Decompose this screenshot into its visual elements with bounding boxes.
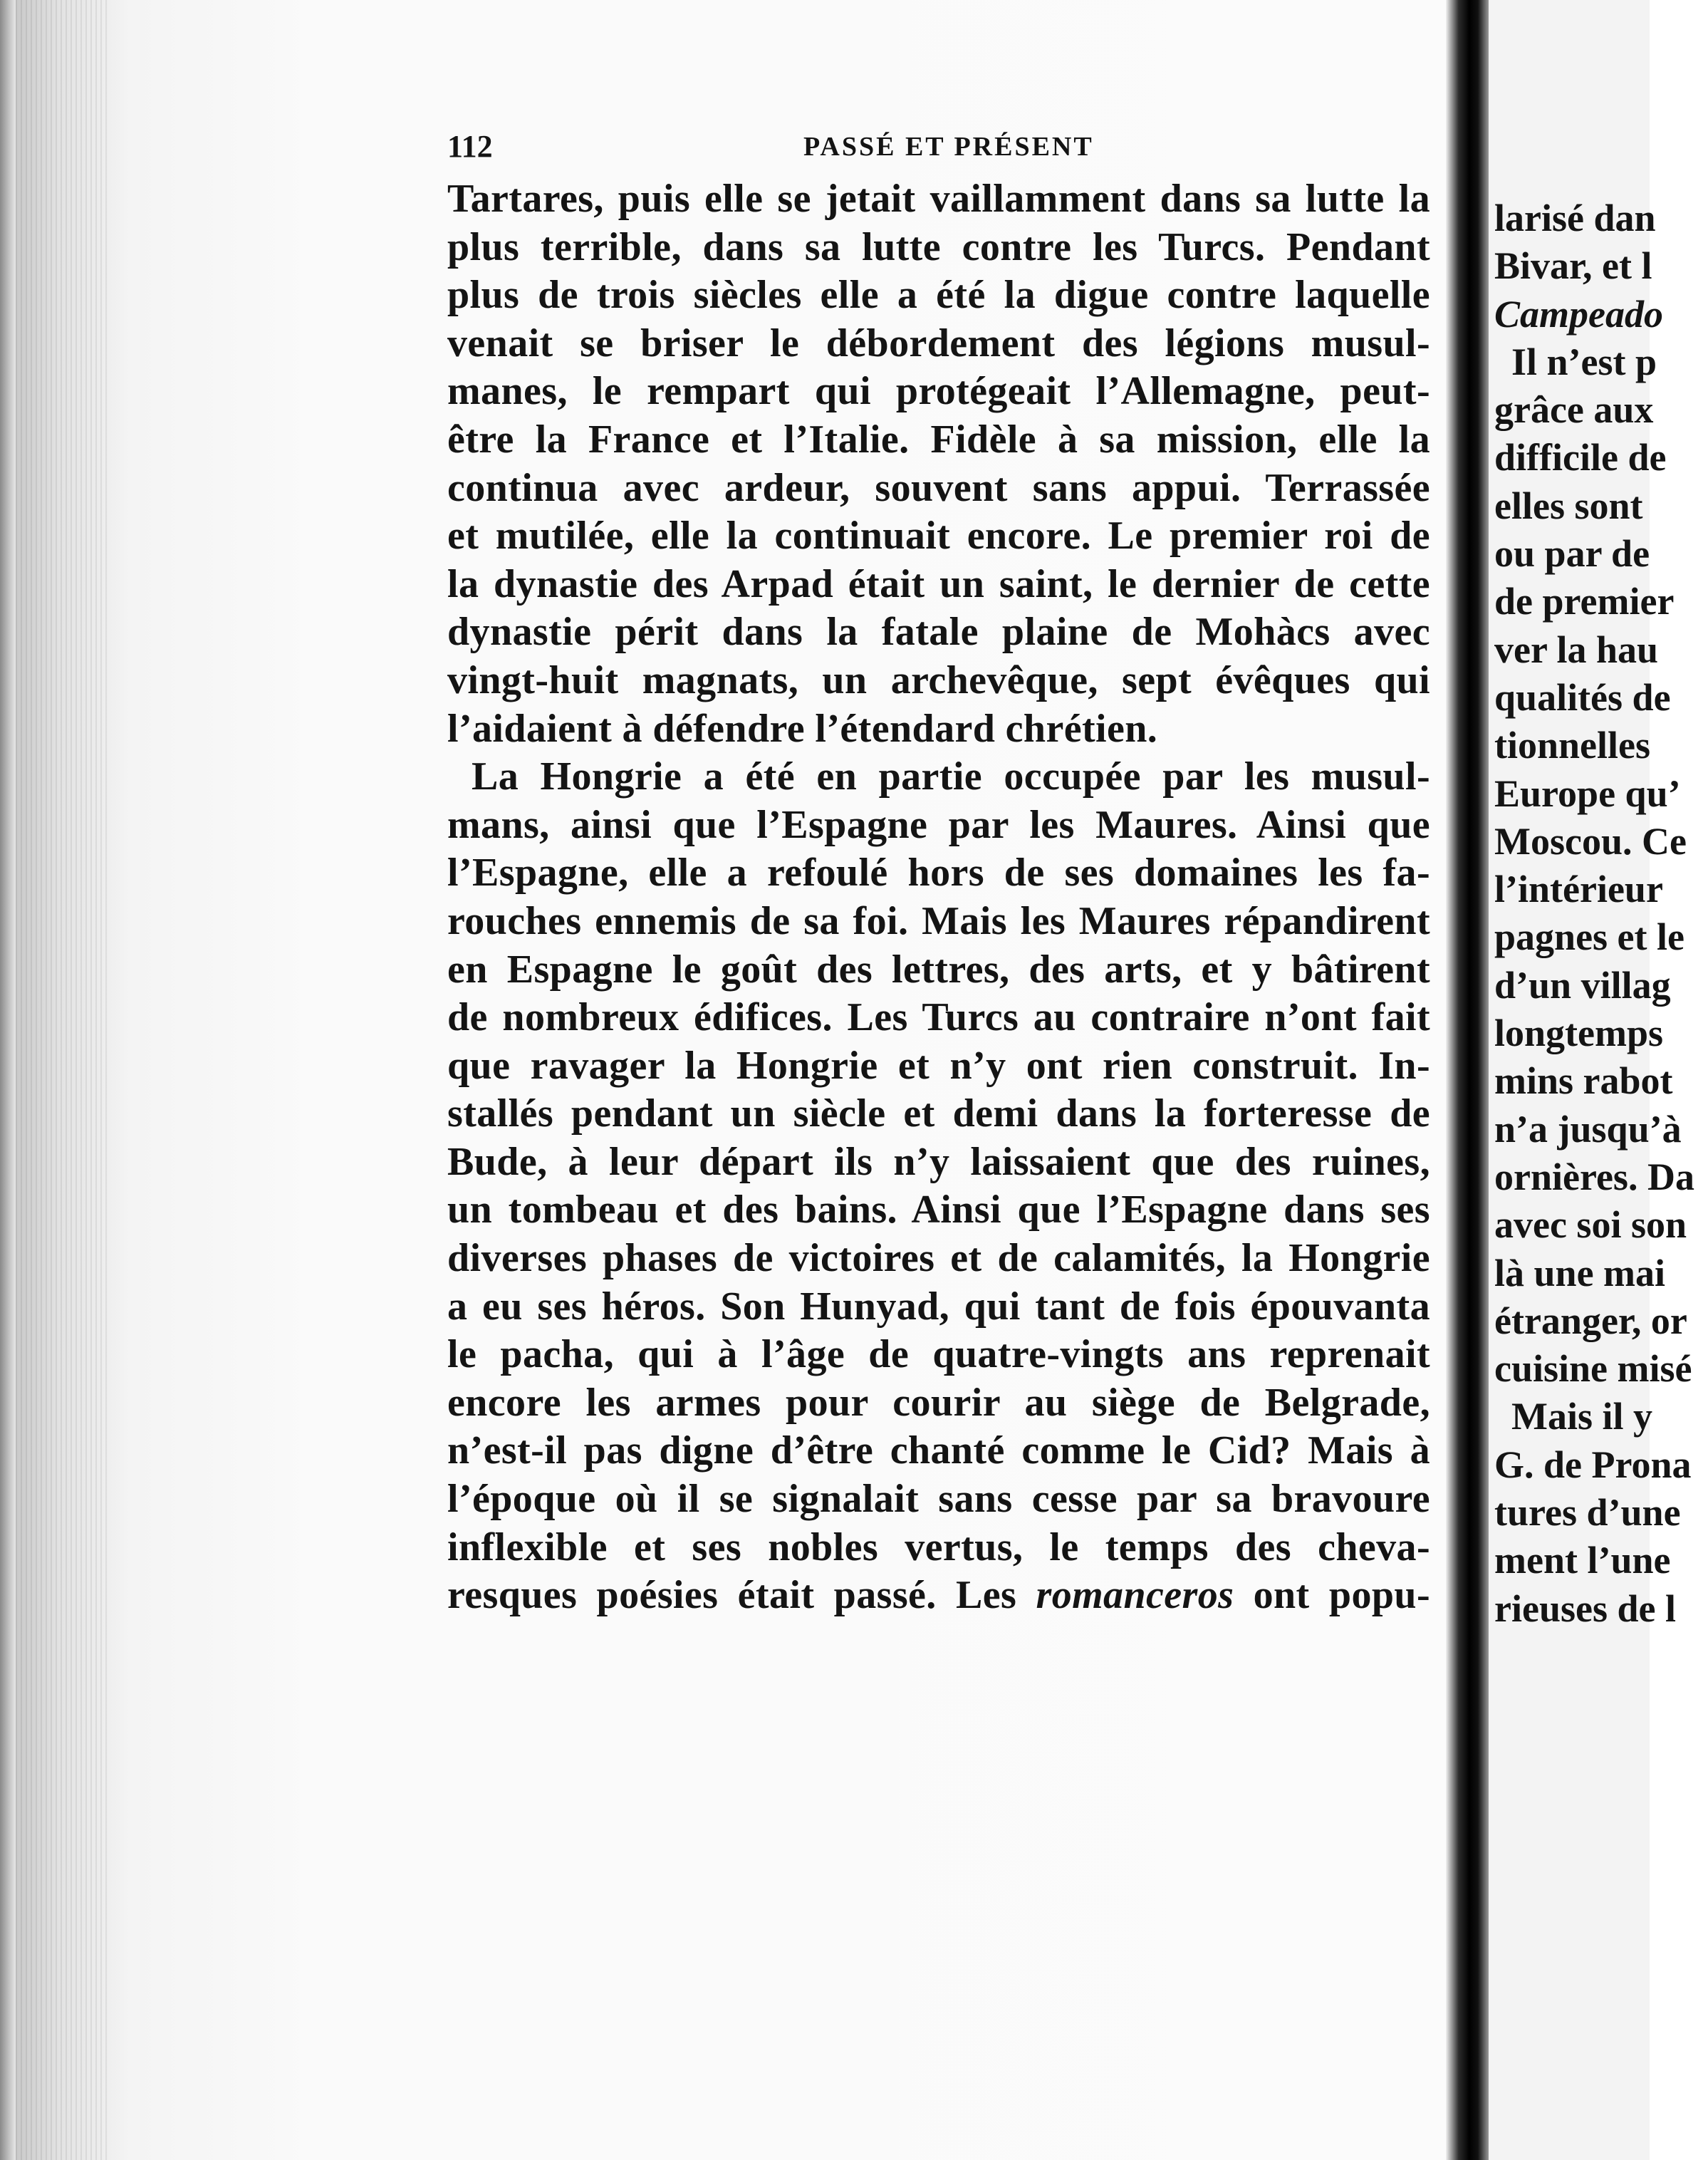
fragment-line: ment l’une — [1494, 1539, 1671, 1582]
fragment-line: G. de Prona — [1494, 1443, 1692, 1486]
book-gutter — [1446, 0, 1489, 2160]
fragment-line: ou par de — [1494, 532, 1650, 576]
text-segment: ont popu- — [1234, 1573, 1430, 1618]
text-line: être la France et l’Italie. Fidèle à sa mission, elle la — [447, 417, 1430, 462]
text-line: n’est-il pas digne d’être chanté comme le Cid? Mais à — [447, 1428, 1430, 1473]
text-line: manes, le rempart qui protégeait l’Allemagne, peut- — [447, 369, 1430, 414]
page-number: 112 — [447, 129, 493, 164]
text-line: et mutilée, elle la continuait encore. Le premier roi de — [447, 514, 1430, 559]
text-segment: resques poésies était passé. Les — [447, 1573, 1036, 1618]
italic-fragment: Campeado — [1494, 292, 1663, 336]
text-line: vingt-huit magnats, un archevêque, sept évêques qui — [447, 658, 1430, 702]
fragment-line: cuisine misé — [1494, 1347, 1692, 1391]
text-line: stallés pendant un siècle et demi dans la forteresse de — [447, 1091, 1430, 1136]
text-line: que ravager la Hongrie et n’y ont rien construit. In- — [447, 1043, 1430, 1088]
fragment-line — [1494, 291, 1708, 338]
text-line: l’Espagne, elle a refoulé hors de ses domaines les fa- — [447, 851, 1430, 895]
text-line: la dynastie des Arpad était un saint, le dernier de cette — [447, 561, 1430, 606]
text-line: l’époque où il se signalait sans cesse par sa bravoure — [447, 1477, 1430, 1522]
fragment-line: n’a jusqu’à — [1494, 1107, 1682, 1151]
fragment-line: longtemps — [1494, 1012, 1664, 1055]
text-line: plus de trois siècles elle a été la digue contre laquelle — [447, 273, 1430, 318]
fragment-line: elles sont — [1494, 484, 1643, 527]
fragment-line: Bivar, et l — [1494, 244, 1652, 288]
fragment-line: rieuses de l — [1494, 1587, 1676, 1630]
text-line: mans, ainsi que l’Espagne par les Maures. Ainsi que — [447, 802, 1430, 847]
text-line: le pacha, qui à l’âge de quatre-vingts ans reprenait — [447, 1332, 1430, 1377]
paragraph-end-line: l’aidaient à défendre l’étendard chrétien. — [447, 706, 1158, 751]
fragment-line: d’un villag — [1494, 963, 1671, 1007]
fragment-line: l’intérieur — [1494, 868, 1663, 911]
fragment-line: Moscou. Ce — [1494, 819, 1687, 863]
text-line: rouches ennemis de sa foi. Mais les Maures répandirent — [447, 898, 1430, 943]
page-header — [447, 125, 1430, 168]
fragment-line: ornières. Da — [1494, 1155, 1694, 1198]
fragment-line: pagnes et le — [1494, 915, 1684, 959]
italic-word: romanceros — [1036, 1573, 1234, 1618]
fragment-line: Mais il y — [1511, 1395, 1652, 1438]
paragraph-start-line: La Hongrie a été en partie occupée par les musul- — [472, 754, 1430, 799]
text-line: encore les armes pour courir au siège de Belgrade, — [447, 1380, 1430, 1425]
fragment-line: tionnelles — [1494, 724, 1651, 767]
running-head: PASSÉ ET PRÉSENT — [803, 132, 1094, 162]
fragment-line: Il n’est p — [1511, 340, 1657, 383]
text-line: Bude, à leur départ ils n’y laissaient que des ruines, — [447, 1139, 1430, 1184]
text-line: dynastie périt dans la fatale plaine de Mohàcs avec — [447, 610, 1430, 655]
text-line: en Espagne le goût des lettres, des arts, et y bâtirent — [447, 947, 1430, 992]
text-line-with-italic — [447, 1572, 1430, 1620]
fragment-line: de premier — [1494, 580, 1675, 623]
text-line: Tartares, puis elle se jetait vaillamment dans sa lutte la — [447, 177, 1430, 221]
fragment-line: avec soi son — [1494, 1203, 1687, 1247]
fragment-line: tures d’une — [1494, 1491, 1681, 1535]
left-page-body — [447, 175, 1430, 1620]
fragment-line: grâce aux — [1494, 388, 1654, 432]
fragment-line: Europe qu’ — [1494, 772, 1681, 815]
text-line: de nombreux édifices. Les Turcs au contraire n’ont fait — [447, 995, 1430, 1040]
fragment-line: ver la hau — [1494, 628, 1659, 671]
book-edge — [0, 0, 16, 2160]
text-line: a eu ses héros. Son Hunyad, qui tant de fois épouvanta — [447, 1284, 1430, 1329]
text-line: venait se briser le débordement des légions musul- — [447, 321, 1430, 365]
right-page-body — [1494, 194, 1708, 1633]
text-line: diverses phases de victoires et de calamités, la Hongrie — [447, 1236, 1430, 1281]
fragment-line: qualités de — [1494, 675, 1671, 719]
text-line: inflexible et ses nobles vertus, le temps des cheva- — [447, 1525, 1430, 1569]
fragment-line: là une mai — [1494, 1251, 1666, 1294]
text-line: plus terrible, dans sa lutte contre les Turcs. Pendant — [447, 224, 1430, 269]
fragment-line: mins rabot — [1494, 1059, 1673, 1103]
fragment-line: étranger, or — [1494, 1299, 1687, 1342]
fragment-line: difficile de — [1494, 436, 1667, 479]
text-line: un tombeau et des bains. Ainsi que l’Espagne dans ses — [447, 1188, 1430, 1232]
fragment-line: larisé dan — [1494, 197, 1656, 239]
text-line: continua avec ardeur, souvent sans appui. Terrassée — [447, 465, 1430, 510]
